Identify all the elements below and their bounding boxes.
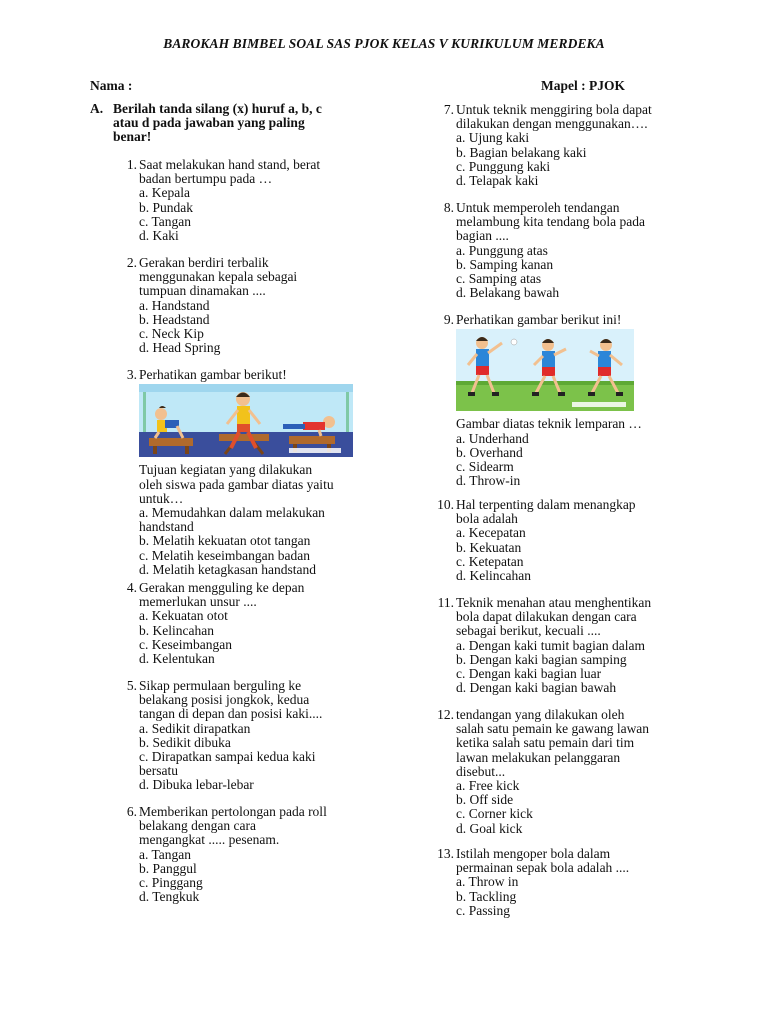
option[interactable]: d. Dibuka lebar-lebar [139, 777, 254, 793]
throwing-image [456, 329, 634, 411]
stem-line: menggunakan kepala sebagai [139, 269, 298, 285]
options [456, 432, 642, 489]
option[interactable]: c. Corner kick [456, 806, 533, 822]
stem-line: disebut... [456, 763, 506, 779]
option[interactable]: a. Tangan [139, 846, 192, 862]
option[interactable]: a. Kecepatan [456, 525, 526, 541]
option[interactable]: b. Sedikit dibuka [139, 734, 231, 750]
options [456, 779, 649, 836]
instruction-letter: A. [90, 101, 104, 116]
stem-line: tumpuan dinamakan .... [139, 283, 266, 299]
question-number: 4. [126, 580, 137, 595]
question-number: 3. [126, 367, 137, 382]
options [456, 526, 636, 583]
question-number: 13. [437, 846, 454, 861]
stem-line: bagian .... [456, 228, 509, 244]
options [139, 299, 297, 356]
option[interactable]: c. Samping atas [456, 271, 542, 287]
option[interactable]: d. Melatih ketagkasan handstand [139, 561, 316, 577]
option[interactable]: c. Dengan kaki bagian luar [456, 666, 602, 682]
option[interactable]: d. Belakang bawah [456, 285, 560, 301]
option[interactable]: b. Overhand [456, 444, 523, 460]
option[interactable]: b. Kelincahan [139, 622, 214, 638]
instruction-line: Berilah tanda silang (x) huruf a, b, c [113, 101, 322, 116]
stem-line: melambung kita tendang bola pada [456, 214, 645, 230]
option[interactable]: b. Melatih kekuatan otot tangan [139, 533, 311, 549]
stem-line: Gerakan mengguling ke depan [139, 580, 305, 595]
stem-line: Gambar diatas teknik lemparan … [456, 416, 642, 432]
nama-label: Nama : [90, 78, 133, 93]
stem-line: salah satu pemain ke gawang lawan [456, 721, 650, 737]
options [456, 131, 652, 188]
page-title: BAROKAH BIMBEL SOAL SAS PJOK KELAS V KURIKULUM MERDEKA [163, 36, 605, 51]
question-stem [456, 103, 652, 131]
option[interactable]: d. Throw-in [456, 473, 521, 489]
stem-line: tangan di depan dan posisi kaki.... [139, 706, 323, 722]
option[interactable]: d. Goal kick [456, 820, 523, 836]
question-stem [456, 847, 629, 875]
option[interactable]: c. Punggung kaki [456, 158, 551, 174]
stem-line: sebagai berikut, kecuali .... [456, 623, 601, 639]
option[interactable]: b. Dengan kaki bagian samping [456, 651, 627, 667]
question-stem [456, 313, 642, 327]
stem-line: permainan sepak bola adalah .... [456, 860, 630, 876]
stem-line: Sikap permulaan berguling ke [139, 678, 302, 693]
stem-line: Untuk teknik menggiring bola dapat [456, 102, 652, 117]
option[interactable]: b. Pundak [139, 199, 193, 215]
stem-line: Perhatikan gambar berikut ini! [456, 312, 622, 327]
option[interactable]: d. Dengan kaki bagian bawah [456, 680, 617, 696]
question-stem [139, 256, 297, 299]
stem-line: dilakukan dengan menggunakan…. [456, 116, 648, 132]
option[interactable]: a. Punggung atas [456, 242, 548, 258]
question-stem [456, 201, 645, 244]
option[interactable]: a. Dengan kaki tumit bagian dalam [456, 637, 645, 653]
option[interactable]: d. Kelincahan [456, 568, 531, 584]
mapel-label: Mapel : PJOK [541, 78, 625, 93]
options [456, 244, 645, 301]
option[interactable]: c. Ketepatan [456, 553, 524, 569]
question-number: 2. [126, 255, 137, 270]
question-stem [139, 368, 353, 382]
option[interactable]: d. Kelentukan [139, 651, 215, 667]
option[interactable]: a. Sedikit dirapatkan [139, 720, 251, 736]
option[interactable]: handstand [139, 519, 194, 535]
stem-line: Istilah mengoper bola dalam [456, 846, 611, 861]
option[interactable]: c. Passing [456, 902, 510, 918]
stem-line: Tujuan kegiatan yang dilakukan [139, 462, 313, 478]
question-number: 7. [443, 102, 454, 117]
gymnastics-illustration [139, 384, 353, 460]
question-number: 5. [126, 678, 137, 693]
option[interactable]: b. Panggul [139, 860, 197, 876]
stem-line: Saat melakukan hand stand, berat [139, 157, 321, 172]
stem-line: belakang dengan cara [139, 818, 256, 834]
options [139, 609, 304, 666]
option[interactable]: a. Underhand [456, 430, 529, 446]
option[interactable]: a. Kekuatan otot [139, 608, 228, 624]
question-number: 12. [437, 707, 454, 722]
options [139, 848, 327, 905]
gymnastics-image [139, 384, 353, 457]
stem-line: tendangan yang dilakukan oleh [456, 707, 625, 722]
question-number: 1. [126, 157, 137, 172]
question-stem-after-image [456, 417, 642, 431]
stem-line: Teknik menahan atau menghentikan [456, 595, 652, 610]
option[interactable]: d. Telapak kaki [456, 173, 539, 189]
instruction-text [113, 102, 363, 145]
question-stem [139, 679, 322, 722]
options [139, 186, 320, 243]
stem-line: untuk… [139, 490, 184, 506]
stem-line: memerlukan unsur .... [139, 594, 257, 610]
question-number: 8. [443, 200, 454, 215]
option[interactable]: bersatu [139, 763, 178, 779]
stem-line: Hal terpenting dalam menangkap [456, 497, 636, 512]
options [456, 639, 651, 696]
stem-line: bola dapat dilakukan dengan cara [456, 609, 637, 625]
option[interactable]: a. Kepala [139, 185, 190, 201]
option[interactable]: a. Throw in [456, 874, 519, 890]
stem-line: Memberikan pertolongan pada roll [139, 804, 327, 819]
question-stem [139, 805, 327, 848]
options [139, 506, 353, 577]
instruction-line: benar! [113, 129, 152, 145]
option[interactable]: d. Kaki [139, 228, 179, 244]
question-stem [139, 581, 304, 609]
options [139, 722, 322, 793]
option[interactable]: c. Dirapatkan sampai kedua kaki [139, 749, 316, 765]
option[interactable]: c. Pinggang [139, 875, 203, 891]
stem-line: oleh siswa pada gambar diatas yaitu [139, 476, 334, 492]
option[interactable]: c. Melatih keseimbangan badan [139, 547, 310, 563]
option[interactable]: a. Handstand [139, 297, 210, 313]
option[interactable]: d. Head Spring [139, 340, 221, 356]
instruction-line: atau d pada jawaban yang paling [113, 115, 305, 131]
stem-line: Perhatikan gambar berikut! [139, 367, 287, 382]
option[interactable]: b. Tackling [456, 888, 517, 904]
throwing-illustration [456, 329, 642, 414]
option[interactable]: c. Tangan [139, 213, 192, 229]
question-number: 9. [443, 312, 454, 327]
question-stem [139, 158, 320, 186]
option[interactable]: c. Keseimbangan [139, 636, 232, 652]
question-number: 11. [437, 595, 454, 610]
question-stem [456, 708, 649, 779]
option[interactable]: c. Sidearm [456, 459, 514, 475]
option[interactable]: b. Samping kanan [456, 256, 554, 272]
option[interactable]: b. Headstand [139, 311, 210, 327]
stem-line: Untuk memperoleh tendangan [456, 200, 620, 215]
stem-line: lawan melakukan pelanggaran [456, 749, 621, 765]
options [456, 875, 629, 918]
stem-line: badan bertumpu pada … [139, 171, 273, 187]
option[interactable]: a. Ujung kaki [456, 130, 530, 146]
question-number: 6. [126, 804, 137, 819]
option[interactable]: b. Bagian belakang kaki [456, 144, 587, 160]
option[interactable]: c. Neck Kip [139, 326, 204, 342]
option[interactable]: b. Kekuatan [456, 539, 522, 555]
stem-line: mengangkat ..... pesenam. [139, 832, 280, 848]
stem-line: bola adalah [456, 511, 518, 527]
question-stem [456, 498, 636, 526]
option[interactable]: b. Off side [456, 792, 514, 808]
stem-line: ketika salah satu pemain dari tim [456, 735, 635, 751]
question-number: 10. [437, 497, 454, 512]
stem-line: belakang posisi jongkok, kedua [139, 692, 310, 708]
question-stem-after-image [139, 463, 353, 506]
option[interactable]: a. Memudahkan dalam melakukan [139, 505, 325, 521]
stem-line: Gerakan berdiri terbalik [139, 255, 269, 270]
option[interactable]: a. Free kick [456, 778, 520, 794]
option[interactable]: d. Tengkuk [139, 889, 200, 905]
question-stem [456, 596, 651, 639]
